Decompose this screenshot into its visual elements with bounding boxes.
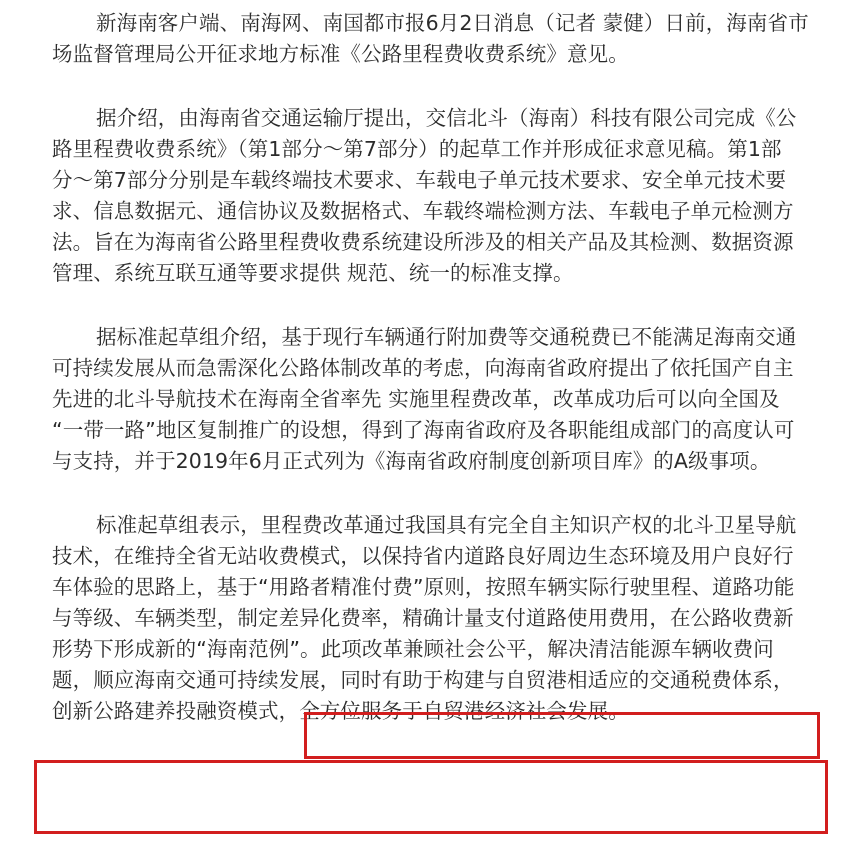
text-line: 题，顺应海南交通可持续发展，同时有助于构建与自贸港相适应的交通税费体系， (52, 668, 794, 692)
text-line: 求、信息数据元、通信协议及数据格式、车载终端检测方法、车载电子单元检测方 (52, 199, 794, 223)
article-body (52, 8, 822, 760)
paragraph-1 (52, 8, 822, 70)
text-line: 形势下形成新的“海南范例”。此项改革兼顾社会公平，解决清洁能源车辆收费问 (52, 637, 774, 661)
text-line: 管理、系统互联互通等要求提供 规范、统一的标准支撑。 (52, 261, 574, 285)
text-line: 可持续发展从而急需深化公路体制改革的考虑，向海南省政府提出了依托国产自主 (52, 356, 794, 380)
text-line: 新海南客户端、南海网、南国都市报6月2日消息（记者 蒙健）日前，海南省市 (96, 11, 809, 35)
text-line: 与支持，并于2019年6月正式列为《海南省政府制度创新项目库》的A级事项。 (52, 449, 771, 473)
text-line: 法。旨在为海南省公路里程费收费系统建设所涉及的相关产品及其检测、数据资源 (52, 230, 794, 254)
text-line: 分～第7部分分别是车载终端技术要求、车载电子单元技术要求、安全单元技术要 (52, 168, 787, 192)
text-line: 与等级、车辆类型，制定差异化费率，精确计量支付道路使用费用，在公路收费新 (52, 606, 794, 630)
paragraph-4 (52, 510, 822, 727)
text-line: 技术，在维持全省无站收费模式，以保持省内道路良好周边生态环境及用户良好行 (52, 544, 794, 568)
text-line: 标准起草组表示，里程费改革通过我国具有完全自主知识产权的北斗卫星导航 (96, 513, 797, 537)
paragraph-3 (52, 322, 822, 477)
text-line: 据介绍，由海南省交通运输厅提出，交信北斗（海南）科技有限公司完成《公 (96, 106, 797, 130)
text-line: 车体验的思路上，基于“用路者精准付费”原则，按照车辆实际行驶里程、道路功能 (52, 575, 795, 599)
text-line: 场监督管理局公开征求地方标准《公路里程费收费系统》意见。 (52, 42, 629, 66)
text-line: 先进的北斗导航技术在海南全省率先 实施里程费改革，改革成功后可以向全国及 (52, 387, 780, 411)
highlight-box-bottom (34, 760, 828, 834)
text-line: “一带一路”地区复制推广的设想，得到了海南省政府及各职能组成部门的高度认可 (52, 418, 795, 442)
text-line: 创新公路建养投融资模式，全方位服务于自贸港经济社会发展。 (52, 699, 629, 723)
paragraph-2 (52, 103, 822, 289)
text-line: 据标准起草组介绍，基于现行车辆通行附加费等交通税费已不能满足海南交通 (96, 325, 797, 349)
text-line: 路里程费收费系统》（第1部分～第7部分）的起草工作并形成征求意见稿。第1部 (52, 137, 782, 161)
